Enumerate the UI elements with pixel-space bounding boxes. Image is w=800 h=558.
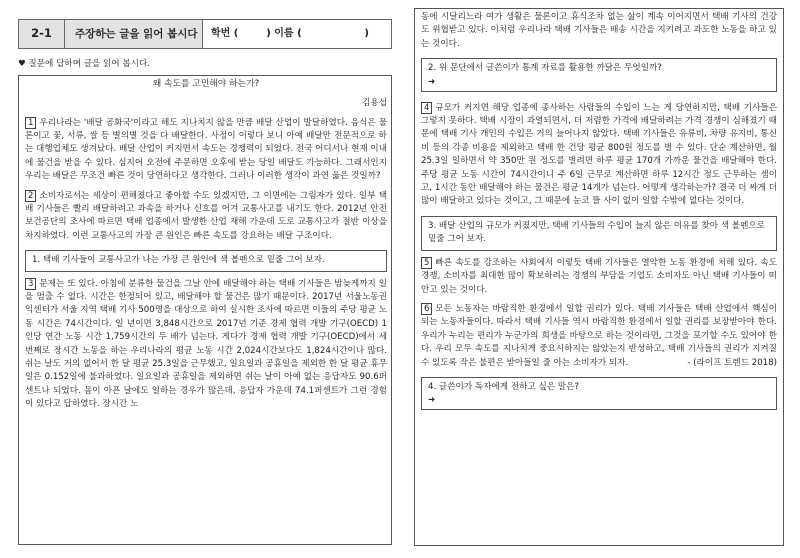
- paragraph-number: 5: [421, 257, 432, 269]
- paragraph-5: [421, 257, 777, 297]
- question-4: 4. 글쓴이가 독자에게 전하고 싶은 말은?: [428, 381, 579, 392]
- paragraph-number: 1: [25, 117, 36, 129]
- paragraph-text: 문제는 또 있다. 아침에 분류한 물건을 그날 안에 배달해야 하는 택배 기사들은 밤늦게까지 일을 멈출 수 없다. 시간은 한정되어 있고, 배달해야 할 물건은 많기 때문이다. 2017년 서울노동권익센터가 서울 지역 택배 기사 500명을 대상으로 하여 실시한 조사에 따르면 이들의 주당 평균 노동 시간은 74시간이다. 일 년이면 3,848시간으로 2017년 기준 경제 협력 개발 기구(OECD) 1인당 연간 노동 시간 1,759시간의 두 배가 넘는다. 게다가 경제 협력 개발 기구(OECD)에서 세 번째로 장시간 노동을 하는 우리나라의 평균 노동 시간 2,024시간보다도 1,824시간이나 많다. 쉬는 날도 거의 없어서 한 달 평균 25.3일을 근무했고, 일요일과 공휴일을 제외한 한 달 평균 휴무일은 0.152일에 불과하였다. 일요일과 공휴일을 제외하면 쉬는 날이 아예 없는 응답자도 90.6퍼센트나 되었다. 몸이 아픈 날에도 일하는 경우가 많은데, 응답자 가운데 74.1퍼센트가 그런 경험이 있다고 답하였다. 장시간 노: [25, 278, 387, 410]
- question-3-box: [421, 216, 777, 251]
- paragraph-text: 우리나라는 '배달 공화국'이라고 해도 지나치지 않을 만큼 배달 산업이 발달하였다. 음식은 물론이고 꽃, 서류, 쌀 등 별의별 것을 다 배달한다. 사정이 이렇다 보니 아예 배달만 전문적으로 하는 대행업체도 생겨났다. 배달 산업이 커지면서 속도는 경쟁력이 되었다. 전국 어디서나 현재 이내에 물건을 받을 수 있다. 심지어 오전에 주문하면 오후에 받는 당일 배달도 가능하다. 그래서인지 우리는 배달은 무조건 빠른 것이 당연하다고 생각한다. 그러나 이러한 생각이 과연 옳은 것일까?: [25, 117, 388, 182]
- paragraph-text: 모든 노동자는 바람직한 환경에서 일할 권리가 있다. 택배 기사들은 택배 산업에서 핵심이 되는 노동자들이다. 따라서 택배 기사들 역시 바람직한 환경에서 일할 권리를 보장받아야 한다. 우리가 누리는 편리가 누군가의 희생을 바탕으로 하는 것이라면, 그것을 포기할 수도 있어야 한다. 우리 모두 속도를 지나치게 중요시하지는 않았는지 반성하고, 택배 기사들의 권리가 지켜질 수 있도록 작은 불편은 받아들일 줄 아는 소비자가 되자.: [421, 303, 777, 368]
- left-column: [18, 0, 392, 545]
- question-1-box: [25, 250, 387, 271]
- paragraph-number: 3: [25, 278, 36, 290]
- student-fields: 학번 ( ) 이름 ( ): [211, 28, 369, 40]
- question-2: 2. 위 문단에서 글쓴이가 통계 자료를 활용한 까닭은 무엇일까?: [428, 63, 662, 74]
- passage-author: 김용섭: [362, 98, 387, 109]
- unit-number: 2-1: [19, 20, 65, 48]
- paragraph-number: 6: [421, 303, 432, 315]
- question-3: 3. 배달 산업의 규모가 커졌지만, 택배 기사들의 수입이 늘지 않은 이유를 찾아 색 볼펜으로 밑줄 그어 보자.: [428, 220, 765, 245]
- question-1: 1. 택배 기사들이 교통사고가 나는 가장 큰 원인에 색 볼펜으로 밑줄 그어 보자.: [32, 255, 325, 266]
- paragraph-2: [25, 190, 387, 244]
- paragraph-4: [421, 102, 777, 209]
- title-bar: [18, 19, 392, 49]
- arrow-right-icon: ➜: [428, 76, 436, 87]
- instruction: ♥ 질문에 답하며 글을 읽어 봅시다.: [18, 59, 151, 69]
- question-4-box: [421, 377, 777, 410]
- right-column: [414, 0, 784, 546]
- question-2-box: [421, 58, 777, 91]
- paragraph-3-continued: 동에 시달리느라 여가 생활은 물론이고 휴식조차 없는 삶이 계속 이어지면서 택배 기사의 건강도 위협받고 있다. 이처럼 우리나라 택배 기사들은 배송 시간을 지키려고 과도한 노동을 하고 있는 것이다.: [421, 12, 777, 49]
- passage-title: 왜 속도를 고민해야 하는가?: [152, 79, 260, 90]
- paragraph-text: 빠른 속도를 강조하는 사회에서 이렇듯 택배 기사들은 열악한 노동 환경에 처해 있다. 속도 경쟁, 소비자를 최대한 많이 확보하려는 경쟁의 부담을 기업도 소비자도 아닌 택배 기사들이 떠안고 있는 것이다.: [421, 257, 777, 295]
- passage-box: [18, 75, 392, 545]
- arrow-right-icon: ➜: [428, 395, 436, 406]
- unit-title: 주장하는 글을 읽어 봅시다: [65, 20, 203, 48]
- source-citation: - (라이프 트렌드 2018): [687, 357, 777, 368]
- paragraph-number: 2: [25, 190, 36, 202]
- paragraph-number: 4: [421, 102, 432, 114]
- paragraph-text: 규모가 커지면 해당 업종에 종사하는 사람들의 수입이 느는 게 당연하지만, 택배 기사들은 그렇지 못하다. 택배 시장이 과열되면서, 더 저렴한 가격에 배달하려는 가격 경쟁이 심해졌기 때문에 택배 기사 개인의 수입은 거의 늘어나지 않았다. 택배 기사들은 유류비, 차량 유지비, 통신비 등의 각종 비용을 제외하고 택배 한 건당 평균 800원 정도를 벌 수 있다. 단순 계산하면, 월 25.3일 일하면서 약 350만 원 정도를 벌려면 하루 평균 170개 가까운 물건을 배달해야 한다. 주당 평균 노동 시간이 74시간이니 주 6일 근무로 계산하면 하루 12시간 정도 근무하는 셈이고, 1시간 동안 배달해야 하는 물건은 평균 14개가 넘는다. 어떻게 생각하는가? 결국 더 싸게 더 많이 배달하고 있다는 것이고, 그 때문에 눈코 뜰 사이 없이 일할 수밖에 없다는 것이다.: [421, 102, 777, 207]
- paragraph-text: 소비자로서는 세상이 편해졌다고 좋아할 수도 있겠지만, 그 이면에는 그림자가 있다. 일부 택배 기사들은 빨리 배달하려고 과속을 하거나 신호를 어겨 교통사고를 내기도 한다. 2012년 안전보건공단의 조사에 따르면 택배 업종에서 발생한 산업 재해 가운데 도로 교통사고가 절반 이상을 차지하였다. 이런 교통사고의 가장 큰 원인은 빠른 속도를 강요하는 배달 구조이다.: [25, 190, 387, 241]
- paragraph-6: [421, 303, 777, 370]
- paragraph-1: [25, 117, 387, 184]
- passage-continued-box: [414, 8, 784, 546]
- paragraph-3: [25, 278, 387, 412]
